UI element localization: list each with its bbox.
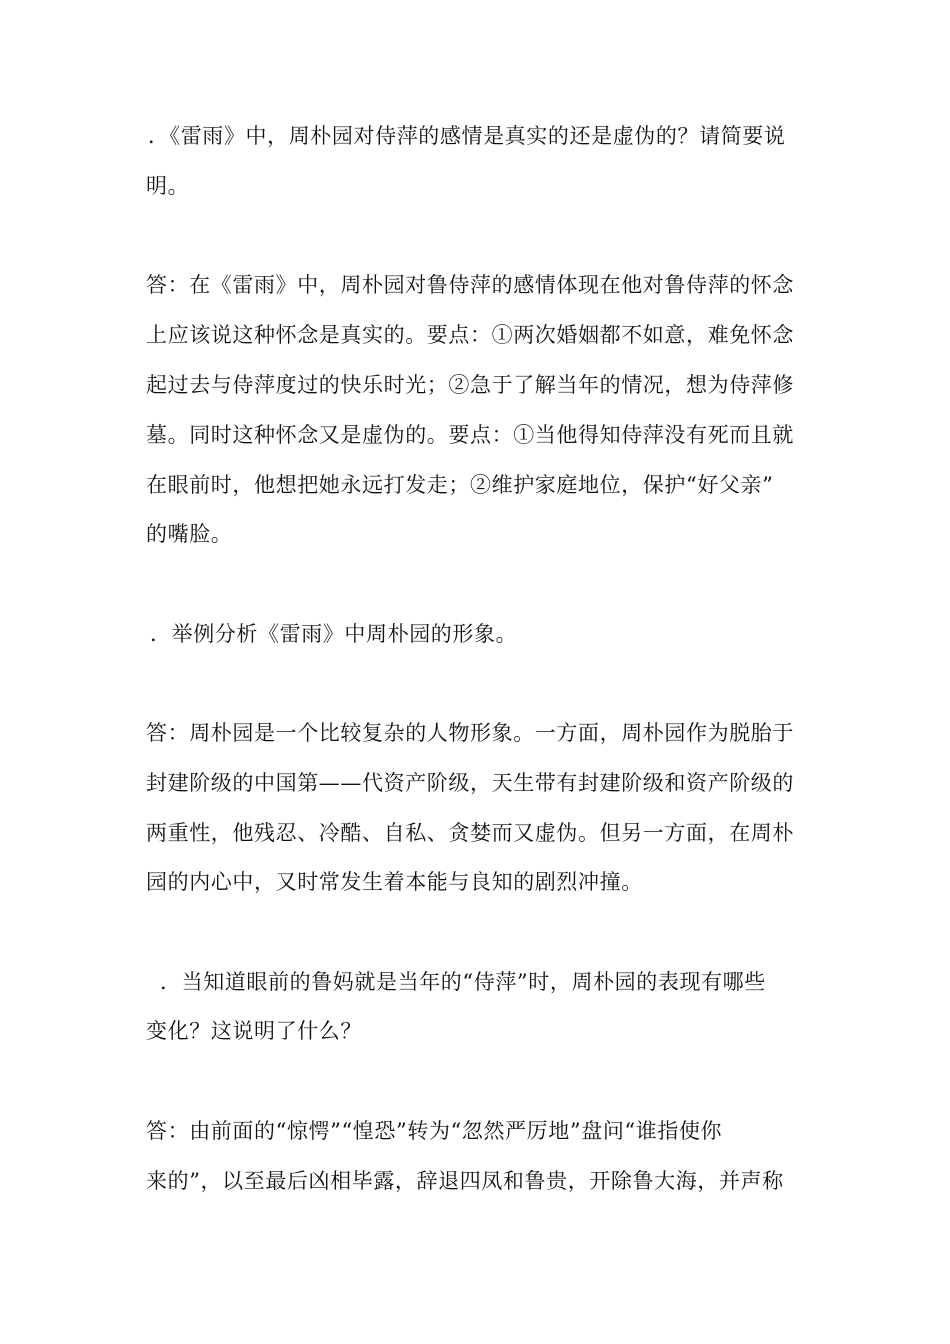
answer1-line3: 起过去与侍萍度过的快乐时光；②急于了解当年的情况，想为侍萍修 bbox=[146, 373, 794, 397]
question3-line2: 变化？这说明了什么？ bbox=[146, 1019, 362, 1043]
answer2-line2: 封建阶级的中国第——代资产阶级，天生带有封建阶级和资产阶级的 bbox=[146, 771, 794, 795]
answer1-line1: 答：在《雷雨》中，周朴园对鲁侍萍的感情体现在他对鲁侍萍的怀念 bbox=[146, 273, 794, 297]
answer2-line3: 两重性，他残忍、冷酷、自私、贪婪而又虚伪。但另一方面，在周朴 bbox=[146, 821, 794, 845]
answer2-line1: 答：周朴园是一个比较复杂的人物形象。一方面，周朴园作为脱胎于 bbox=[146, 721, 794, 745]
question1-line1: ．《雷雨》中，周朴园对侍萍的感情是真实的还是虚伪的？请简要说 bbox=[148, 124, 786, 148]
question3-line1: ．当知道眼前的鲁妈就是当年的“侍萍”时，周朴园的表现有哪些 bbox=[160, 970, 766, 994]
question1-line2: 明。 bbox=[146, 174, 190, 198]
answer1-line2: 上应该说这种怀念是真实的。要点：①两次婚姻都不如意，难免怀念 bbox=[146, 323, 794, 347]
answer1-line6: 的嘴脸。 bbox=[146, 522, 233, 546]
answer1-line4: 墓。同时这种怀念又是虚伪的。要点：①当他得知侍萍没有死而且就 bbox=[146, 423, 794, 447]
answer2-line4: 园的内心中，又时常发生着本能与良知的剧烈冲撞。 bbox=[146, 870, 643, 894]
answer3-line1: 答：由前面的“惊愕”“惶恐”转为“忽然严厉地”盘问“谁指使你 bbox=[146, 1119, 723, 1143]
answer3-line2: 来的”，以至最后凶相毕露，辞退四凤和鲁贵，开除鲁大海，并声称 bbox=[146, 1169, 784, 1193]
answer1-line5: 在眼前时，他想把她永远打发走；②维护家庭地位，保护“好父亲” bbox=[146, 473, 774, 497]
question2-line1: ．举例分析《雷雨》中周朴园的形象。 bbox=[150, 622, 518, 646]
